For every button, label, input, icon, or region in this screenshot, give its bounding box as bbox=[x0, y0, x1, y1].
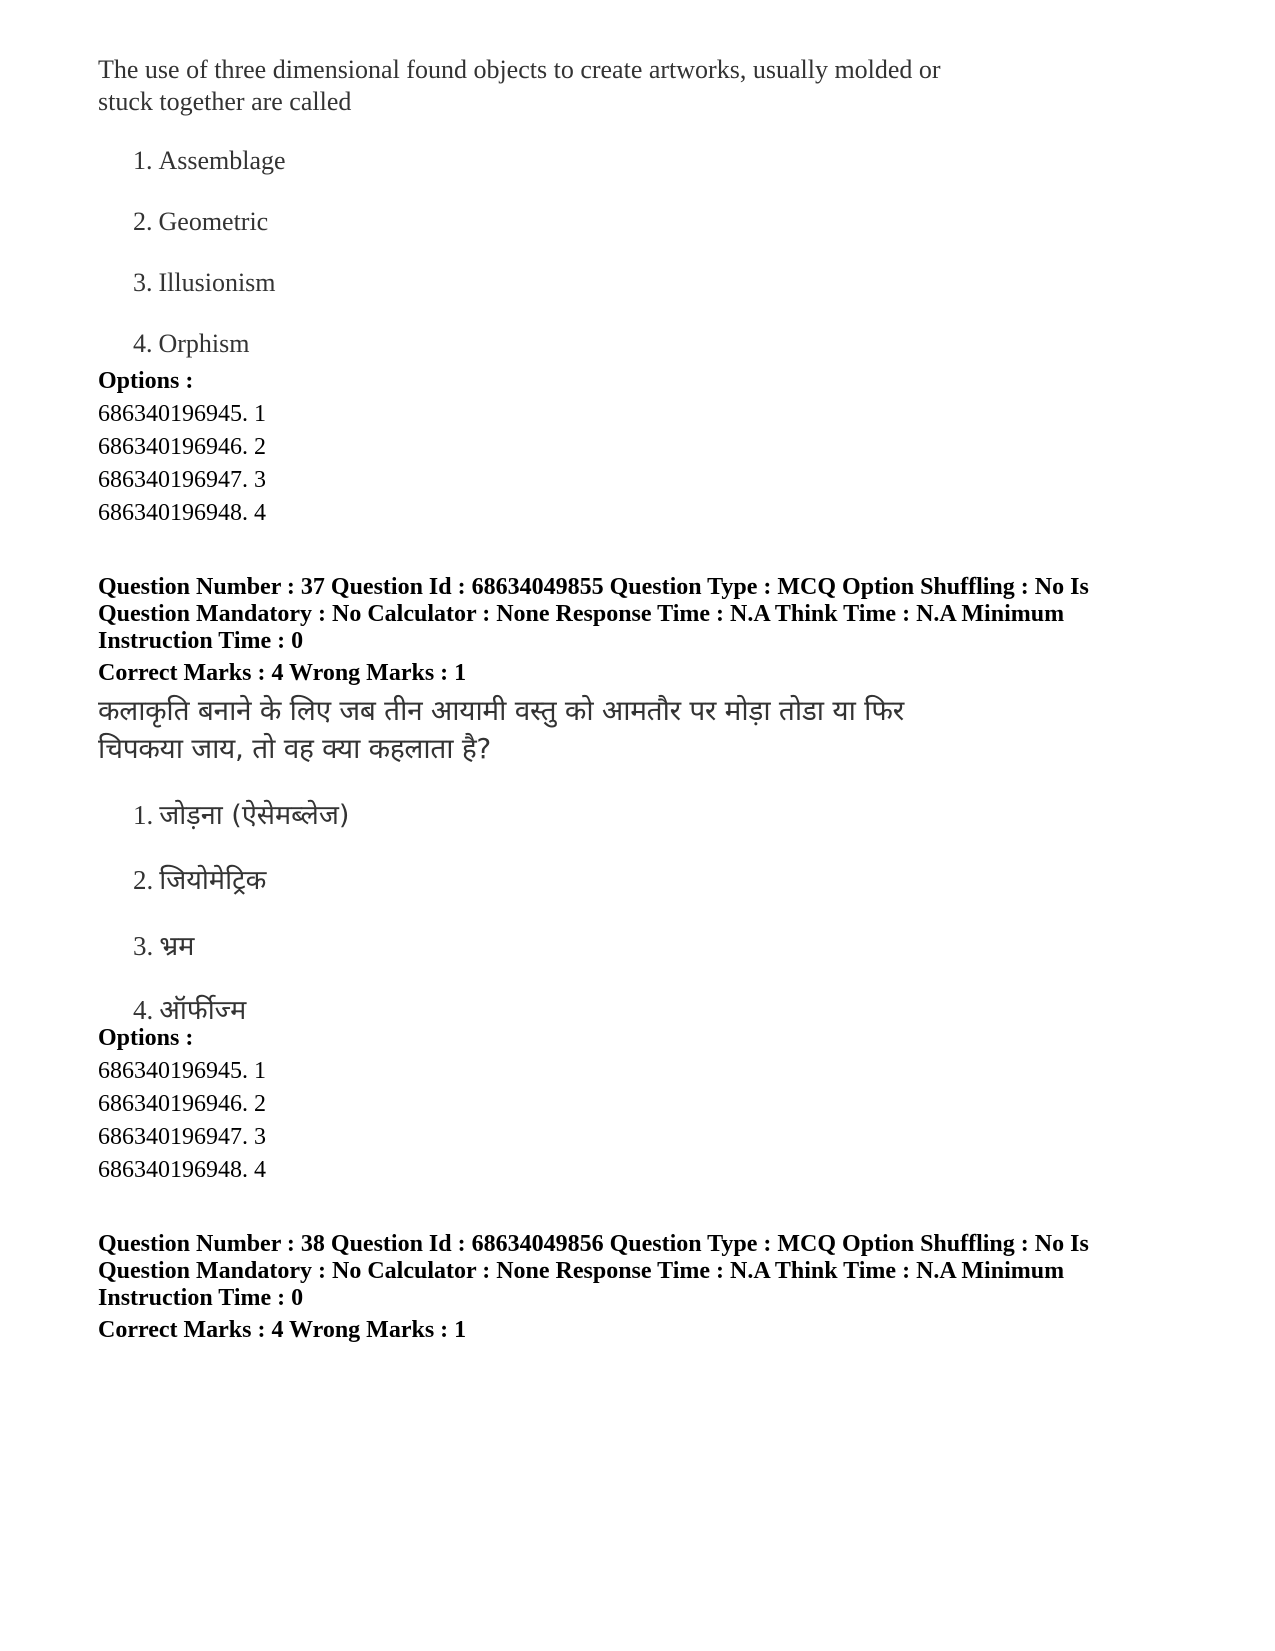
q37-meta bbox=[98, 574, 1198, 655]
q37-choice-2: 2. जियोमेट्रिक bbox=[133, 865, 267, 896]
q36-question-line-2: stuck together are called bbox=[98, 87, 352, 116]
q37-choice-3: 3. भ्रम bbox=[133, 931, 195, 962]
q37-question-line-2: चिपकया जाय, तो वह क्या कहलाता है? bbox=[98, 732, 491, 765]
q37-option-row-4: 686340196948. 4 bbox=[98, 1157, 266, 1183]
q37-option-row-2: 686340196946. 2 bbox=[98, 1091, 266, 1117]
q36-question-text bbox=[98, 54, 1198, 118]
q37-options-heading: Options : bbox=[98, 1025, 194, 1051]
q37-marks: Correct Marks : 4 Wrong Marks : 1 bbox=[98, 660, 467, 686]
q37-meta-line-2: Question Mandatory : No Calculator : None Response Time : N.A Think Time : N.A Minimum bbox=[98, 601, 1065, 627]
q36-option-row-1: 686340196945. 1 bbox=[98, 401, 266, 427]
q37-question-text bbox=[98, 692, 1198, 768]
q38-meta-line-1: Question Number : 38 Question Id : 68634049856 Question Type : MCQ Option Shuffling : No Is bbox=[98, 1231, 1089, 1257]
q36-options-heading: Options : bbox=[98, 368, 194, 394]
q36-choice-3: 3. Illusionism bbox=[133, 268, 276, 297]
q37-option-row-3: 686340196947. 3 bbox=[98, 1124, 266, 1150]
q38-meta-line-2: Question Mandatory : No Calculator : None Response Time : N.A Think Time : N.A Minimum bbox=[98, 1258, 1065, 1284]
q37-option-row-1: 686340196945. 1 bbox=[98, 1058, 266, 1084]
q36-option-row-4: 686340196948. 4 bbox=[98, 500, 266, 526]
q37-choice-4: 4. ऑर्फीज्म bbox=[133, 995, 247, 1026]
q36-choice-1: 1. Assemblage bbox=[133, 146, 286, 175]
q37-meta-line-3: Instruction Time : 0 bbox=[98, 628, 304, 654]
q37-meta-line-1: Question Number : 37 Question Id : 68634049855 Question Type : MCQ Option Shuffling : No Is bbox=[98, 574, 1089, 600]
q38-marks: Correct Marks : 4 Wrong Marks : 1 bbox=[98, 1317, 467, 1343]
q36-question-line-1: The use of three dimensional found objects to create artworks, usually molded or bbox=[98, 55, 941, 84]
q37-choice-1: 1. जोड़ना (ऐसेमब्लेज) bbox=[133, 800, 350, 831]
q38-meta-line-3: Instruction Time : 0 bbox=[98, 1285, 304, 1311]
q37-question-line-1: कलाकृति बनाने के लिए जब तीन आयामी वस्तु को आमतौर पर मोड़ा तोडा या फिर bbox=[98, 694, 904, 727]
q36-choice-2: 2. Geometric bbox=[133, 207, 269, 236]
q36-choice-4: 4. Orphism bbox=[133, 329, 250, 358]
q38-meta bbox=[98, 1231, 1198, 1312]
q36-option-row-3: 686340196947. 3 bbox=[98, 467, 266, 493]
q36-option-row-2: 686340196946. 2 bbox=[98, 434, 266, 460]
